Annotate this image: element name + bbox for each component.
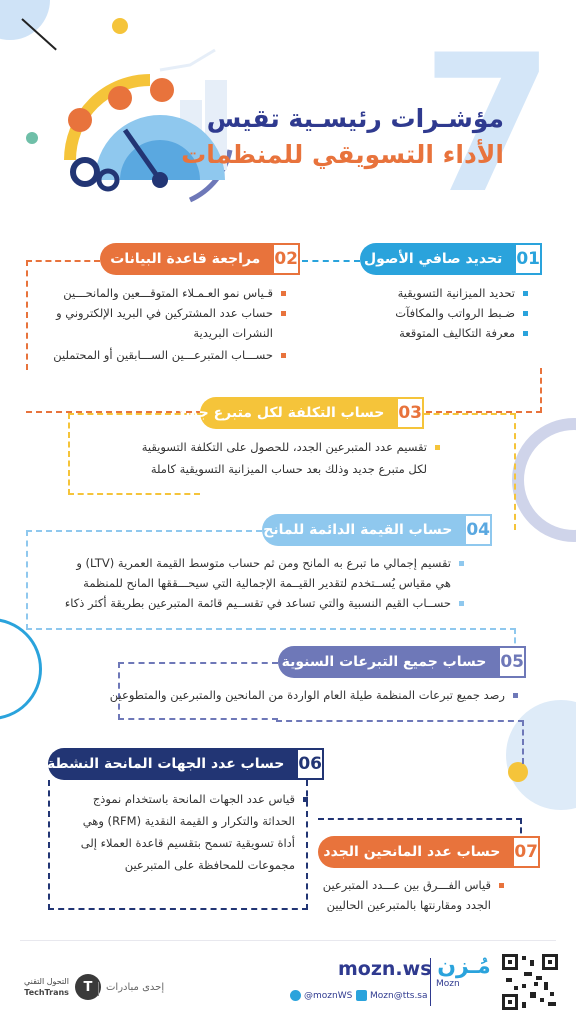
section-header-04 bbox=[262, 514, 492, 546]
big-number-seven: 7 bbox=[421, 14, 554, 235]
page-title-line2: الأداء التسويقي للمنظمات bbox=[181, 140, 504, 169]
page-title-line1: مؤشـرات رئيسـية تقيس bbox=[206, 104, 504, 133]
twitter-contact[interactable]: @moznWS bbox=[290, 990, 352, 1001]
list-item: تقسيم عدد المتبرعين الجدد، للحصول على التكلفة التسويقية bbox=[142, 438, 440, 457]
decor-dot-orange-top bbox=[112, 18, 128, 34]
list-item: قـياس نمو العـمـلاء المتوقـــعين والمانحـــين bbox=[63, 284, 286, 303]
list-item: النشرات البريدية bbox=[193, 326, 273, 340]
techtrans-logo bbox=[24, 974, 101, 1000]
section-header-06 bbox=[48, 748, 324, 780]
techtrans-ar: التحول التقني bbox=[24, 977, 69, 986]
section-number: 01 bbox=[514, 243, 542, 275]
section-title: مراجعة قاعدة البيانات bbox=[110, 251, 261, 267]
initiative-label: إحدى مبادرات bbox=[106, 982, 165, 993]
list-item: مجموعات للمحافظة على المتبرعين bbox=[124, 858, 295, 872]
list-item: الجدد ومقارنتها بالمتبرعين الحاليين bbox=[326, 898, 491, 912]
list-item: حســاب القيم النسبية والتي تساعد في تقســيم قائمة المتبرعين بطريقة أكثر ذكاء bbox=[65, 594, 464, 613]
decor-dot-yellow-right bbox=[508, 762, 528, 782]
list-item: هي مقياس يُســتخدم لتقدير القيــمة الإجمالية التي سيحـــققها المانح للمنظمة bbox=[83, 576, 451, 590]
email-icon bbox=[356, 990, 367, 1001]
section-number: 06 bbox=[296, 748, 324, 780]
section-header-07 bbox=[318, 836, 540, 868]
twitter-icon bbox=[290, 990, 301, 1001]
section-number: 07 bbox=[512, 836, 540, 868]
section-header-05 bbox=[278, 646, 526, 678]
section-number: 03 bbox=[396, 397, 424, 429]
section-header-01 bbox=[360, 243, 542, 275]
list-item: لكل متبرع جديد وذلك بعد حساب الميزانية التسويقية كاملة bbox=[150, 462, 427, 476]
section-header-03 bbox=[177, 397, 424, 429]
qr-code[interactable] bbox=[500, 952, 560, 1012]
section-title: حساب عدد المانحين الجدد bbox=[323, 844, 501, 860]
section-title: حساب عدد الجهات المانحة النشطة bbox=[46, 756, 285, 772]
list-item: قياس عدد الجهات المانحة باستخدام نموذج bbox=[93, 790, 308, 809]
site-link[interactable]: mozn.ws bbox=[338, 958, 432, 980]
section-title: حساب جميع التبرعات السنوية bbox=[281, 654, 487, 670]
section-title: حساب القيمة الدائمة للمانح bbox=[263, 522, 453, 538]
footer-separator bbox=[98, 982, 99, 996]
list-item: الحداثة والتكرار و القيمة النقدية (RFM) وهي bbox=[82, 814, 295, 828]
mozn-logo-en: Mozn bbox=[436, 979, 460, 989]
section-number: 05 bbox=[498, 646, 526, 678]
list-item: قياس الفـــرق بين عـــدد المتبرعين bbox=[323, 876, 504, 895]
section-title: حساب التكلفة لكل متبرع جديد bbox=[177, 405, 385, 421]
list-item: حســـاب المتبرعـــين الســـابقين أو المحتملين bbox=[53, 346, 286, 365]
list-item: تحديد الميزانية التسويقية bbox=[398, 284, 528, 303]
decor-dot-teal bbox=[26, 132, 38, 144]
techtrans-en: TechTrans bbox=[24, 988, 69, 997]
list-item: أداة تسويقية تسمح بتقسيم قاعدة العملاء إلى bbox=[80, 836, 295, 850]
techtrans-mark-icon: T bbox=[75, 974, 101, 1000]
decor-ring-right bbox=[512, 418, 576, 542]
decor-ring-left bbox=[0, 618, 42, 720]
section-number: 04 bbox=[464, 514, 492, 546]
connector-03-04 bbox=[424, 413, 516, 530]
list-item: معرفة التكاليف المتوقعة bbox=[399, 324, 528, 343]
mozn-logo-ar: مُـزن bbox=[437, 954, 491, 979]
list-item: رصد جميع تبرعات المنظمة طيلة العام الواردة من المانحين والمتبرعين والمتطوعين bbox=[110, 686, 518, 705]
mozn-logo bbox=[436, 954, 492, 989]
section-title: تحديد صافي الأصول bbox=[364, 251, 503, 267]
section-number: 02 bbox=[272, 243, 300, 275]
list-item: ضـبط الرواتب والمكافآت bbox=[395, 304, 528, 323]
email-contact[interactable]: Mozn@tts.sa bbox=[356, 990, 428, 1001]
section-header-02 bbox=[100, 243, 300, 275]
list-item: حساب عدد المشتركين في البريد الإلكتروني و bbox=[56, 304, 286, 323]
list-item: تقسيم إجمالي ما تبرع به المانح ومن ثم حساب متوسط القيمة العمرية (LTV) و bbox=[76, 554, 464, 573]
footer-divider bbox=[20, 940, 556, 941]
